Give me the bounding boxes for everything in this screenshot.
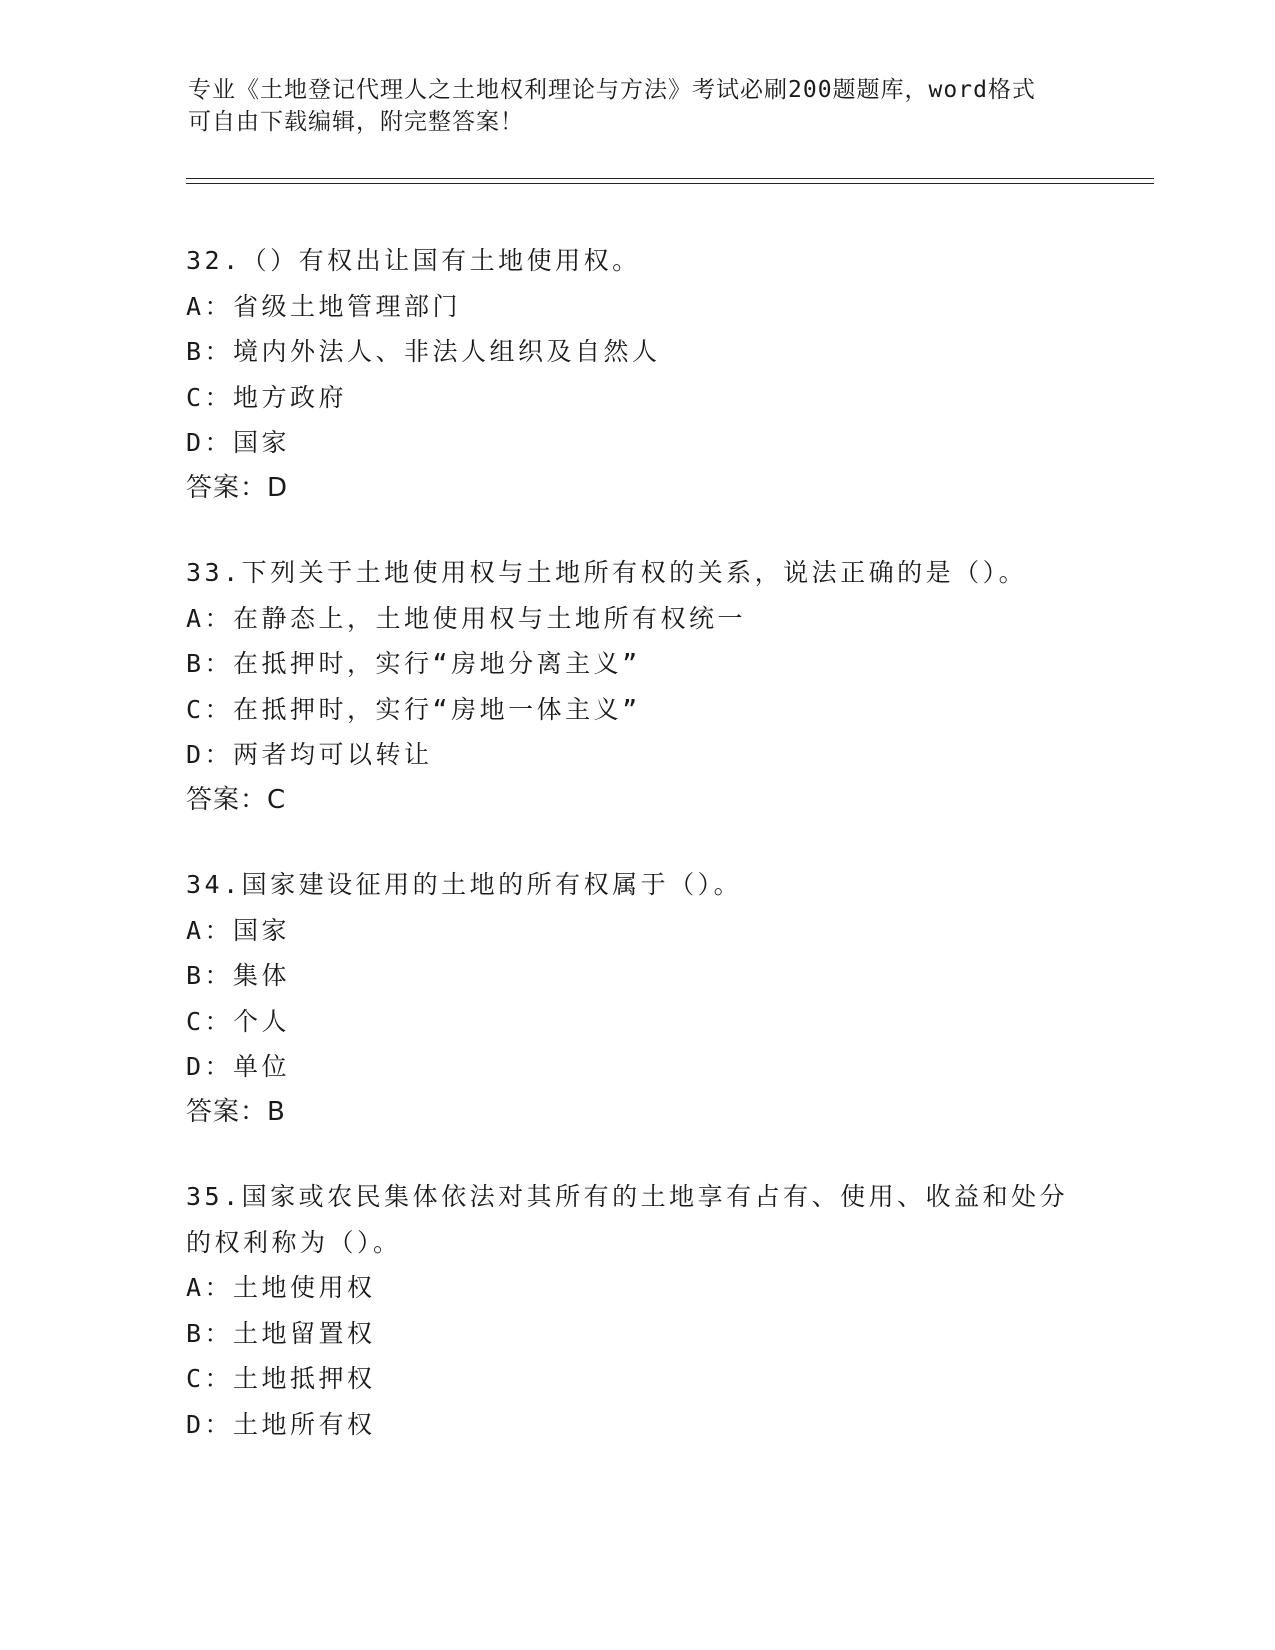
answer: 答案：C [186,784,287,815]
option-d: D：土地所有权 [186,1409,376,1439]
question-text: 32.（）有权出让国有土地使用权。 [186,246,641,275]
question-32 [186,238,1086,511]
option-c: C：个人 [186,1006,291,1036]
option-b: B：土地留置权 [186,1318,376,1348]
option-a: A：土地使用权 [186,1273,376,1302]
answer: 答案：D [186,472,289,503]
question-text: 34.国家建设征用的土地的所有权属于（）。 [186,870,743,899]
option-b: B：在抵押时，实行“房地分离主义” [186,649,641,678]
option-a: A：省级土地管理部门 [186,291,462,321]
option-d: D：单位 [186,1052,291,1081]
option-a: A：国家 [186,915,291,945]
question-list [186,238,1086,1486]
option-a: A：在静态上，土地使用权与土地所有权统一 [186,603,747,633]
question-34 [186,862,1086,1135]
header-divider-top [186,178,1154,179]
option-c: C：土地抵押权 [186,1364,376,1393]
option-c: C：地方政府 [186,382,348,412]
document-header [188,74,1068,138]
question-35 [186,1174,1086,1447]
question-text-line-1: 35.国家或农民集体依法对其所有的土地享有占有、使用、收益和处分 [186,1182,1069,1211]
question-33 [186,550,1086,823]
option-d: D：国家 [186,428,291,457]
question-text-line-2: 的权利称为（）。 [186,1227,402,1257]
option-b: B：集体 [186,961,291,990]
header-line-2: 可自由下载编辑，附完整答案！ [188,109,524,135]
answer: 答案：B [186,1096,286,1127]
question-text: 33.下列关于土地使用权与土地所有权的关系，说法正确的是（）。 [186,558,1028,587]
header-divider-bottom [186,183,1154,184]
option-d: D：两者均可以转让 [186,740,433,769]
option-c: C：在抵押时，实行“房地一体主义” [186,694,641,724]
option-b: B：境内外法人、非法人组织及自然人 [186,337,661,366]
header-line-1: 专业《土地登记代理人之土地权利理论与方法》考试必刷200题题库，word格式 [188,77,1036,103]
